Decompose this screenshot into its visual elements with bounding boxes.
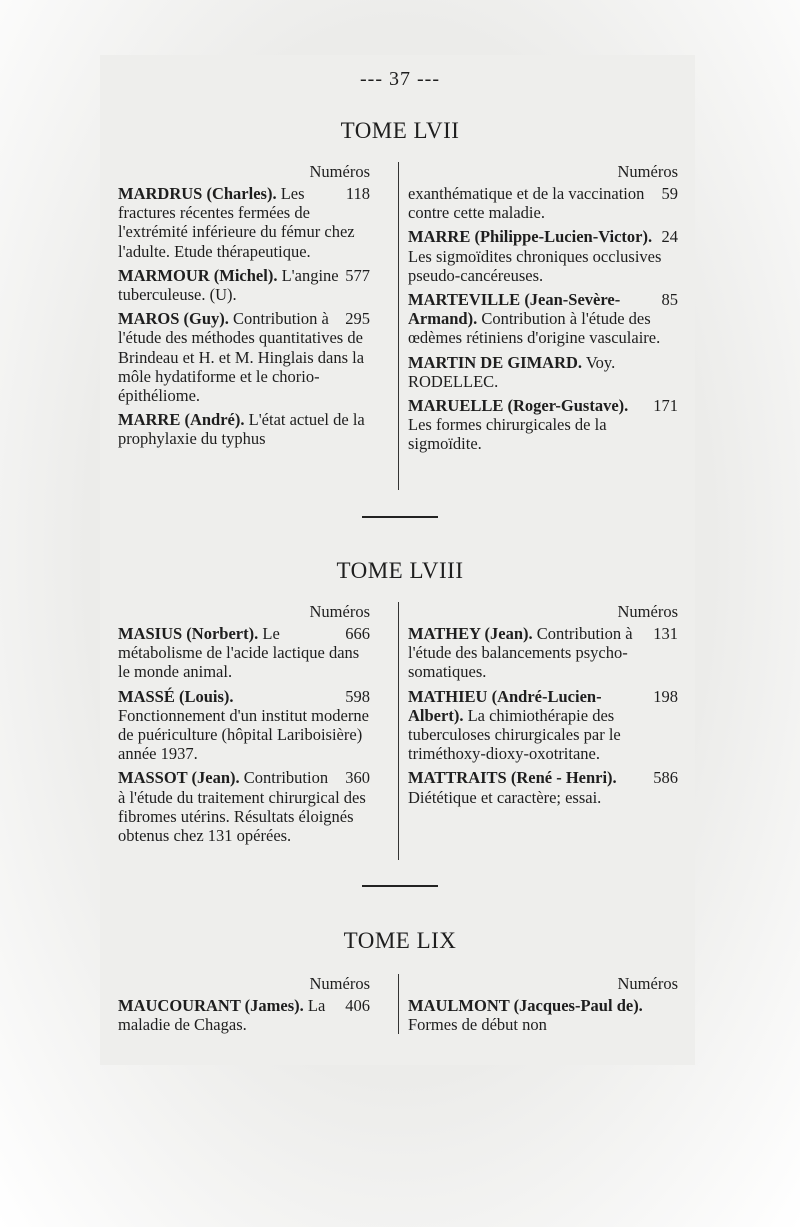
thesis-title: Diététique et caractère; essai. (408, 787, 602, 807)
column-header: Numéros (617, 602, 678, 621)
author-name: MARTEVILLE (Jean-Sevère-Armand). (408, 290, 621, 329)
entry-number: 598 (345, 686, 370, 706)
page-number: --- 37 --- (360, 68, 440, 90)
entry-number: 198 (653, 686, 678, 706)
right-column (408, 974, 678, 1039)
index-entry (118, 624, 370, 682)
column-header: Numéros (309, 162, 370, 181)
tome-title: TOME LIX (343, 928, 457, 953)
entry-number: 360 (345, 768, 370, 788)
section-separator (362, 885, 438, 887)
index-entry (408, 768, 678, 806)
column-header: Numéros (617, 162, 678, 181)
entry-number: 85 (661, 290, 678, 310)
entry-number: 118 (345, 184, 370, 203)
right-column (408, 162, 678, 459)
thesis-title: Les formes chirurgicales de la sigmoïdite. (408, 415, 607, 454)
author-name: MASIUS (Norbert). (118, 624, 259, 643)
author-name: MATHEY (Jean). (408, 624, 533, 643)
entry-number: 295 (345, 309, 370, 329)
index-entry (408, 396, 678, 454)
author-name: MASSOT (Jean). (118, 768, 240, 788)
column-divider (398, 974, 399, 1034)
left-column (118, 602, 370, 850)
left-column (118, 974, 370, 1039)
index-entry (118, 768, 370, 845)
index-entry (118, 266, 370, 304)
author-name: MARUELLE (Roger-Gustave). (408, 396, 629, 416)
entry-number: 59 (661, 184, 678, 203)
column-divider (398, 162, 399, 490)
entry-number: 586 (653, 768, 678, 788)
column-header: Numéros (309, 974, 370, 993)
entry-number: 171 (653, 396, 678, 416)
author-name: MATHIEU (André-Lucien-Albert). (408, 686, 602, 725)
index-entry (118, 687, 370, 764)
entry-number: 131 (653, 624, 678, 643)
thesis-title: Les sigmoïdites chroniques occlusives pseudo-cancéreuses. (408, 246, 662, 285)
entry-number: 666 (345, 624, 370, 643)
tome-section (118, 602, 678, 862)
thesis-title: Contribution à l'étude du traitement chirurgical des fibromes utérins. Résultats éloignés obtenus chez 131 opérées. (118, 768, 366, 846)
thesis-title: L'angine tuberculeuse. (U). (118, 265, 339, 305)
thesis-title: exanthématique et de la vaccination contre cette maladie. (408, 184, 645, 223)
thesis-title: La maladie de Chagas. (118, 996, 326, 1035)
index-entry (408, 687, 678, 764)
author-name: MAROS (Guy). (118, 309, 229, 329)
thesis-title: Formes de début non (408, 1015, 547, 1035)
section-separator (362, 516, 438, 518)
author-name: MARDRUS (Charles). (118, 184, 277, 203)
author-name: MARRE (André). (118, 410, 245, 430)
tome-section (118, 974, 678, 1036)
index-entry (408, 227, 678, 285)
index-entry (408, 996, 678, 1034)
thesis-title: Fonctionnement d'un institut moderne de puériculture (hôpital Lariboisière) année 1937. (118, 705, 369, 764)
index-entry (118, 309, 370, 405)
thesis-title: L'état actuel de la prophylaxie du typhus (118, 410, 365, 449)
column-header: Numéros (617, 974, 678, 993)
author-name: MAULMONT (Jacques-Paul de). (408, 996, 643, 1015)
column-divider (398, 602, 399, 860)
entry-number: 24 (661, 227, 678, 247)
tome-section (118, 162, 678, 492)
index-entry (408, 353, 678, 391)
column-header: Numéros (309, 602, 370, 621)
thesis-title: La chimiothérapie des tuberculoses chirurgicales par le triméthoxy-dioxy-oxotritane. (408, 705, 621, 764)
index-entry (118, 184, 370, 261)
thesis-title: Contribution à l'étude des méthodes quantitatives de Brindeau et H. et M. Hinglais dans la môle hydatiforme et le chorio-épithéliome. (118, 309, 365, 406)
thesis-title: Voy. RODELLEC. (408, 352, 616, 391)
index-entry (408, 624, 678, 682)
tome-title: TOME LVIII (336, 558, 464, 583)
thesis-title: Contribution à l'étude des balancements psycho-somatiques. (408, 624, 633, 682)
author-name: MARTIN DE GIMARD. (408, 352, 583, 372)
thesis-title: Le métabolisme de l'acide lactique dans le monde animal. (118, 624, 360, 682)
author-name: MASSÉ (Louis). (118, 686, 234, 706)
index-entry (118, 996, 370, 1034)
author-name: MARRE (Philippe-Lucien-Victor). (408, 227, 653, 247)
index-entry (118, 410, 370, 448)
author-name: MATTRAITS (René - Henri). (408, 768, 617, 788)
entry-number: 577 (345, 265, 370, 285)
tome-title: TOME LVII (340, 118, 460, 143)
thesis-title: Les fractures récentes fermées de l'extrémité inférieure du fémur chez l'adulte. Etude thérapeutique. (118, 184, 355, 261)
right-column (408, 602, 678, 812)
index-entry (408, 184, 678, 222)
index-entry (408, 290, 678, 348)
author-name: MARMOUR (Michel). (118, 265, 278, 285)
author-name: MAUCOURANT (James). (118, 996, 304, 1015)
thesis-title: Contribution à l'étude des œdèmes rétiniens d'origine vasculaire. (408, 309, 661, 348)
entry-number: 406 (345, 996, 370, 1015)
left-column (118, 162, 370, 454)
